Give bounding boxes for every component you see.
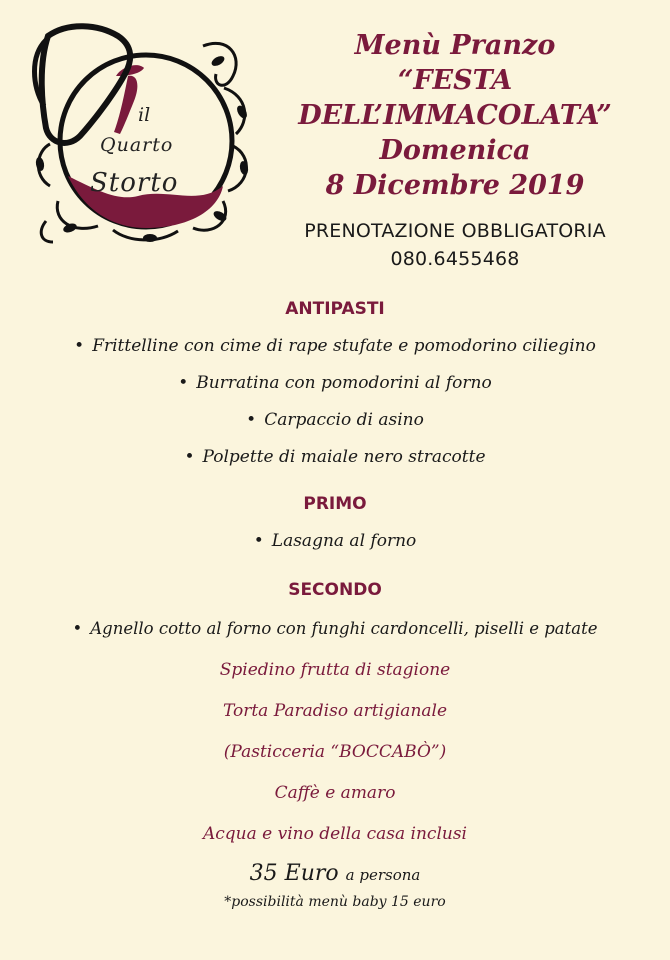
title-line-1: Menù Pranzo — [354, 30, 556, 61]
bullet: • — [178, 373, 189, 393]
baby-menu-note: *possibilità menù baby 15 euro — [224, 894, 446, 910]
title-line-5: 8 Dicembre 2019 — [325, 170, 585, 201]
wine-pitcher-logo-icon — [28, 16, 260, 248]
menu-item: • Burratina con pomodorini al forno — [178, 373, 492, 393]
extra-cake: Torta Paradiso artigianale — [222, 701, 448, 721]
price-amount: 35 Euro — [249, 861, 339, 886]
extra-drinks: Acqua e vino della casa inclusi — [203, 824, 467, 844]
price-unit: a persona — [345, 866, 421, 884]
extra-fruit-skewer: Spiedino frutta di stagione — [219, 660, 451, 680]
phone-number: 080.6455468 — [390, 248, 520, 270]
menu-item: • Frittelline con cime di rape stufate e pomodorino ciliegino — [74, 336, 596, 356]
menu-body — [0, 298, 670, 910]
booking-notice — [270, 217, 640, 273]
bullet: • — [184, 447, 195, 467]
menu-item: • Polpette di maiale nero stracotte — [184, 447, 486, 467]
bullet: • — [74, 336, 85, 356]
bullet: • — [253, 531, 264, 551]
extra-coffee: Caffè e amaro — [274, 783, 396, 803]
bullet: • — [72, 619, 83, 638]
price — [0, 861, 670, 886]
bullet: • — [246, 410, 257, 430]
section-title-primo: PRIMO — [303, 494, 367, 514]
section-title-antipasti: ANTIPASTI — [285, 299, 385, 319]
title-line-4: Domenica — [379, 135, 531, 166]
menu-item: • Lasagna al forno — [253, 531, 417, 551]
logo-text-storto: Storto — [90, 168, 179, 198]
extra-pastry-shop: (Pasticceria “BOCCABÒ”) — [223, 742, 447, 762]
section-title-secondo: SECONDO — [288, 580, 382, 600]
menu-item: • Agnello cotto al forno con funghi cardoncelli, piselli e patate — [72, 619, 598, 638]
title-line-2: “FESTA — [397, 65, 513, 96]
restaurant-logo — [28, 16, 260, 248]
booking-required-text: PRENOTAZIONE OBBLIGATORIA — [304, 220, 606, 242]
title-line-3: DELL’IMMACOLATA” — [298, 100, 612, 131]
menu-item: • Carpaccio di asino — [246, 410, 424, 430]
menu-header — [270, 28, 640, 273]
logo-text-il: il — [138, 104, 151, 126]
logo-text-quarto: Quarto — [100, 134, 174, 156]
